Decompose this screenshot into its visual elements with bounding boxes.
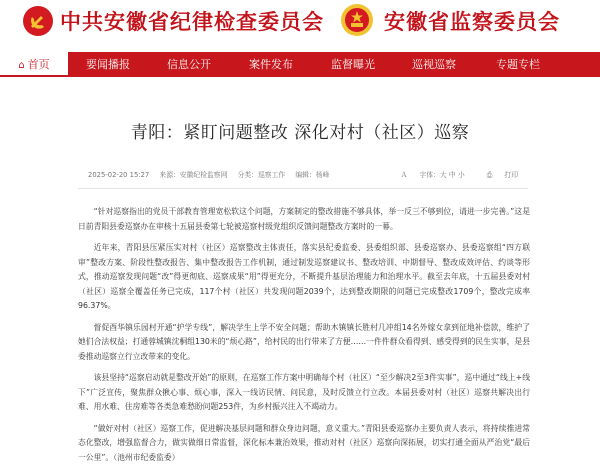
print-icon: ⎙	[486, 171, 493, 179]
nav-item-exposure[interactable]	[312, 52, 394, 77]
nav-item-label: 监督曝光	[331, 58, 375, 71]
article-editor: 编辑：杨峰	[295, 171, 330, 179]
article-source: 来源：安徽纪检监察网	[159, 171, 228, 179]
article-paragraph: “做好对村（社区）巡察工作，促进解决基层问题和群众身边问题，意义重大。”青阳县委巡察办主要负责人表示，将持续推进常态化整改，增强监督合力，做实做细日常监督，深化标本兼治效果，推动对村（社区）巡察向深拓展，切实打通全面从严治党“最后一公里”。（池州市纪委监委）	[78, 423, 530, 462]
article-body	[78, 205, 530, 472]
article-paragraph: 该县坚持“巡察启动就是整改开始”的原则，在巡察工作方案中明确每个村（社区）“至少解决2至3件实事”，巡中通过“线上+线下”广泛宣传，聚焦群众揪心事、烦心事，深入一线访民情、问民意，及时反馈立行立改。本届县委对村（社区）巡察共解决出行难、用水难、住房难等各类急难愁盼问题253件，为乡村振兴注入不竭动力。	[78, 373, 530, 411]
article-paragraph: 近年来，青阳县压紧压实对村（社区）巡察整改主体责任，落实县纪委监委、县委组织部、县委巡察办、县委巡察组“四方联审”整改方案、阶段性整改报告、集中整改报告工作机制，通过制发巡察建议书、整改培训、中期督导、整改成效评估、约谈等形式，推动巡察发现问题“改”得更彻底、巡察成果“用”得更充分，不断提升基层治理能力和治理水平。截至去年底，十五届县委对村（社区）巡察全覆盖任务已完成，117个村（社区）共发现问题2039个，达到整改期限的问题已完成整改1709个，整改完成率96.37%。	[78, 243, 530, 310]
header-left-title: 中共安徽省纪律检查委员会	[60, 9, 324, 34]
party-emblem-icon	[22, 5, 54, 37]
nav-item-label: 要闻播报	[86, 58, 130, 71]
header-right-title: 安徽省监察委员会	[384, 9, 560, 34]
nav-item-info-disclosure[interactable]	[148, 52, 230, 77]
home-icon: ⌂	[18, 60, 25, 71]
nav-item-special-topics[interactable]	[474, 52, 562, 77]
article-paragraph: 督促酉华镇乐园村开通“护学专线”，解决学生上学不安全问题；帮助木镇镇长胜村几冲组14名外嫁女拿到征地补偿款，维护了她们合法权益；打通蓉城镇沈桐组130米的“烦心路”，给村民的出行带来了方便……一件件群众看得到、感受得到的民生实事，是县委推动巡察立行立改带来的变化。	[78, 322, 530, 361]
nav-item-label: 巡视巡察	[412, 58, 456, 71]
site-banner	[0, 0, 600, 52]
article-paragraph: “针对巡察指出的党员干部教育管理宽松软这个问题，方案制定的整改措施不够具体，举一反三不够到位，请进一步完善。”这是日前青阳县委巡察办在审核十五届县委第七轮被巡察村级党组织反馈问题整改方案时的一幕。	[78, 207, 530, 231]
publish-date: 2025-02-20 15:27	[88, 171, 150, 179]
font-size-icon: Ａ	[400, 171, 408, 179]
nav-item-label: 首页	[27, 58, 50, 71]
article-meta	[88, 169, 518, 183]
meta-divider	[78, 188, 528, 189]
nav-item-home[interactable]	[0, 52, 68, 77]
print-button[interactable]	[477, 171, 518, 179]
nav-item-case-release[interactable]	[230, 52, 312, 77]
main-nav	[0, 52, 600, 77]
font-size-label: 字体：大 中 小	[419, 171, 465, 179]
nav-item-news[interactable]	[68, 52, 148, 77]
article-category: 分类：巡察工作	[237, 171, 286, 179]
national-emblem-icon	[340, 3, 374, 37]
font-size-control[interactable]	[391, 171, 465, 179]
article-title: 青阳：紧盯问题整改 深化对村（社区）巡察	[130, 123, 470, 143]
nav-item-label: 案件发布	[249, 58, 293, 71]
print-label: 打印	[504, 171, 518, 179]
nav-item-label: 专题专栏	[496, 58, 540, 71]
nav-item-inspection[interactable]	[394, 52, 474, 77]
nav-item-label: 信息公开	[167, 58, 211, 71]
article-tools	[381, 169, 518, 180]
